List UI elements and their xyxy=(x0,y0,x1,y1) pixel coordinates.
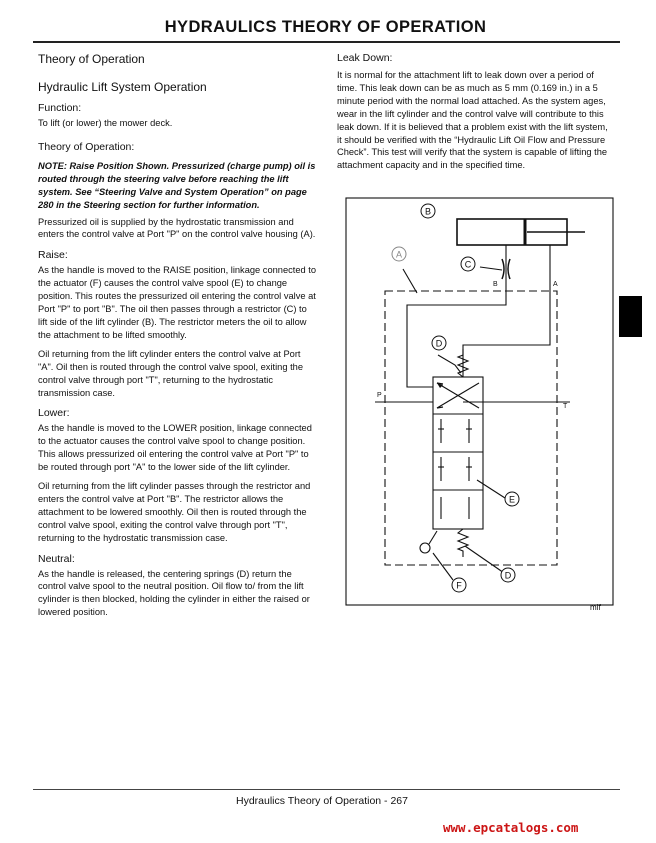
port-t-label: T xyxy=(563,403,568,410)
port-p-label: P xyxy=(377,392,382,399)
callout-c-label: C xyxy=(464,259,472,270)
port-a-label: A xyxy=(553,281,558,288)
function-heading: Function: xyxy=(38,102,82,114)
callout-f-label: F xyxy=(456,580,462,591)
hydraulic-schematic-diagram xyxy=(345,197,614,606)
leak-down-heading: Leak Down: xyxy=(337,52,393,64)
neutral-heading: Neutral: xyxy=(38,552,75,565)
raise-paragraph-2: Oil returning from the lift cylinder enters the control valve at Port "A". Oil then is routed through the control valve spool, exiting the control valve through port "T", returning to the hydrostatic transmission case. xyxy=(38,348,303,398)
raise-paragraph-1: As the handle is moved to the RAISE position, linkage connected to the actuator (F) causes the control valve spool (E) to change position. This routes the pressurized oil entering the control valve at Port "P" to port "B". The oil then passes through a restrictor (C) to lift side of the lift cylinder (B). The restrictor meters the oil to allow the attachment to be lifted smoothly. xyxy=(38,265,317,340)
raise-heading: Raise: xyxy=(38,249,68,262)
section-title: Theory of Operation xyxy=(38,52,145,66)
watermark-url: www.epcatalogs.com xyxy=(443,820,579,835)
theory-heading: Theory of Operation: xyxy=(38,140,135,153)
leak-down-text: It is normal for the attachment lift to leak down over a period of time. This leak down can be as much as 5 mm (0.169 in.) in a 5 minute period with the normal load attached. As the system ages, wear in the lift cylinder and the control valve will contribute to this leak down. If it is believed that a problem exist with the lift system, it should be verified with the “Hydraulic Lift Oil Flow and Pressure Check”. This test will verify that the system is capable of lifting the attachment capacity and in the specified time. xyxy=(337,70,608,171)
callout-a-label: A xyxy=(395,249,403,260)
right-column xyxy=(337,52,613,178)
header-rule xyxy=(33,41,620,43)
port-b-label: B xyxy=(493,281,498,288)
callout-d-top-label: D xyxy=(435,338,443,349)
callout-e-label: E xyxy=(508,494,516,505)
neutral-paragraph: As the handle is released, the centering springs (D) return the control valve spool to the neutral position. Oil flow to/ from the lift cylinder is then blocked, holding the cylinder in either the raised or lowered position. xyxy=(38,568,310,618)
section-tab-marker xyxy=(619,296,642,337)
callout-d-bottom-label: D xyxy=(504,570,512,581)
subsection-title: Hydraulic Lift System Operation xyxy=(38,80,207,94)
lower-heading: Lower: xyxy=(38,407,70,420)
lower-paragraph-1: As the handle is moved to the LOWER position, linkage connected to the actuator causes the control valve spool to change position. This allows pressurized oil entering the control valve at Port "P" to be routed through port "A" to the lower side of the lift cylinder. xyxy=(38,423,312,473)
function-text: To lift (or lower) the mower deck. xyxy=(38,118,173,128)
actuator xyxy=(420,543,430,553)
intro-text: Pressurized oil is supplied by the hydrostatic transmission and enters the control valve at Port "P" on the control valve housing (A). xyxy=(38,216,316,240)
footer-rule xyxy=(33,789,620,790)
note-text: NOTE: Raise Position Shown. Pressurized (charge pump) oil is routed through the steering valve before reaching the lift system. See “Steering Valve and System Operation” on page 280 in the Steering section for further information. xyxy=(38,160,316,210)
left-column xyxy=(38,52,318,625)
figure-credit: mif xyxy=(590,603,601,612)
centering-spring-bottom xyxy=(458,529,468,557)
page-footer: Hydraulics Theory of Operation - 267 xyxy=(236,795,408,807)
callout-b-label: B xyxy=(424,206,432,217)
lower-paragraph-2: Oil returning from the lift cylinder passes through the restrictor and enters the control valve at Port "B". The restrictor allows the attachment to be lowered smoothly. Oil then is routed through the control valve spool, exiting the control valve through port "T", returning to the hydrostatic transmission case. xyxy=(38,481,311,543)
valve-housing xyxy=(385,291,557,565)
page-header-title: HYDRAULICS THEORY OF OPERATION xyxy=(164,18,487,36)
